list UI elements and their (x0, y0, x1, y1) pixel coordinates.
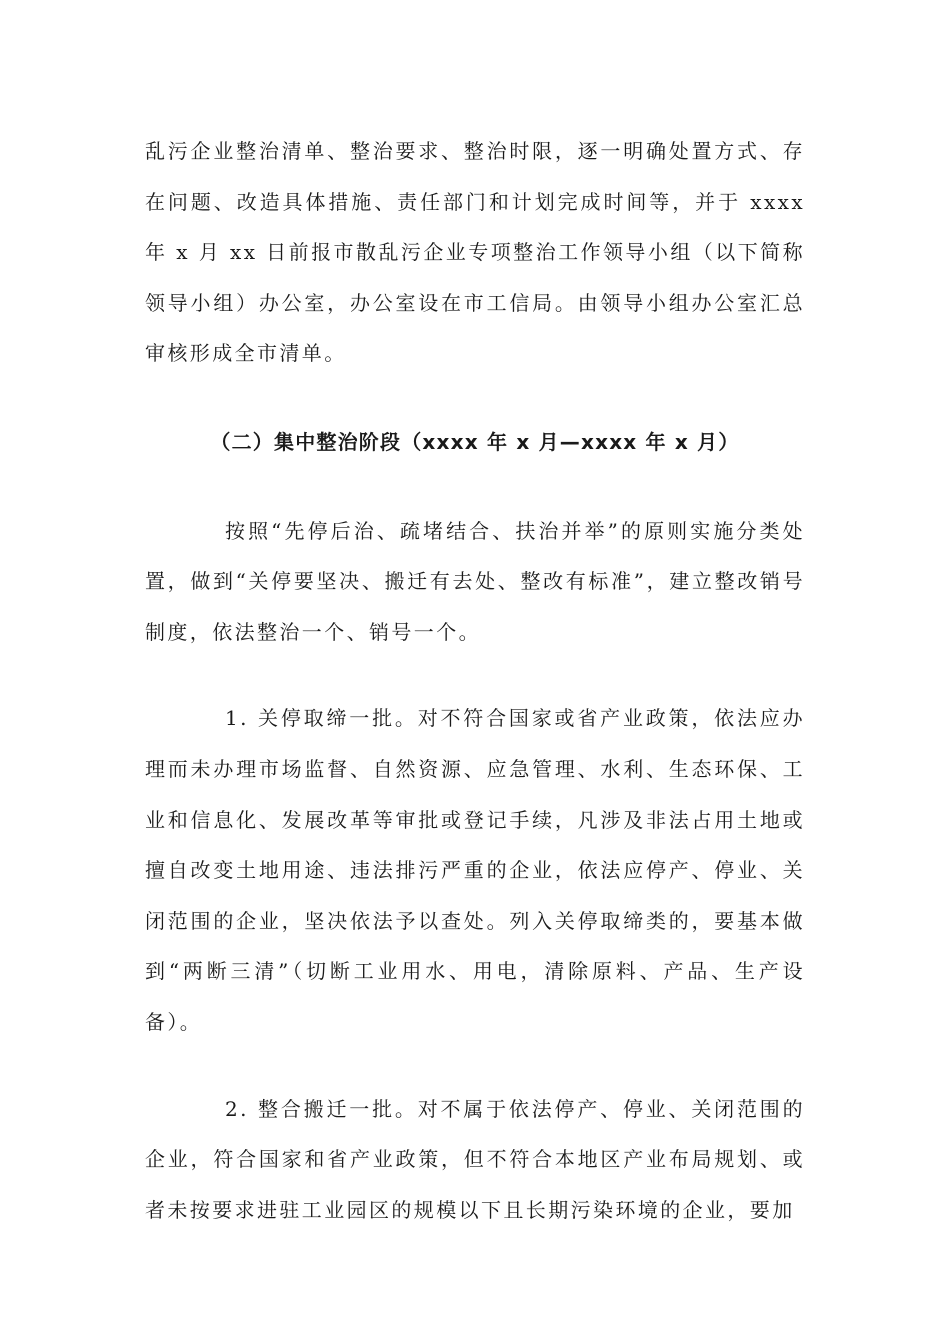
paragraph-principle: 按照“先停后治、疏堵结合、扶治并举”的原则实施分类处置，做到“关停要坚决、搬迁有去处、整改有标准”，建立整改销号制度，依法整治一个、销号一个。 (145, 518, 805, 644)
paragraph-item-1: 1. 关停取缔一批。对不符合国家或省产业政策，依法应办理而未办理市场监督、自然资源、应急管理、水利、生态环保、工业和信息化、发展改革等审批或登记手续，凡涉及非法占用土地或擅自改变土地用途、违法排污严重的企业，依法应停产、停业、关闭范围的企业，坚决依法予以查处。列入关停取缔类的，要基本做到“两断三清”（切断工业用水、用电，清除原料、产品、生产设备）。 (145, 706, 805, 1034)
spacer (145, 657, 805, 693)
paragraph-item-2: 2. 整合搬迁一批。对不属于依法停产、停业、关闭范围的企业，符合国家和省产业政策，但不符合本地区产业布局规划、或者未按要求进驻工业园区的规模以下且长期污染环境的企业，要加 (145, 1096, 805, 1222)
paragraph-intro: 乱污企业整治清单、整治要求、整治时限，逐一明确处置方式、存在问题、改造具体措施、责任部门和计划完成时间等，并于 xxxx 年 x 月 xx 日前报市散乱污企业专项整治工作领导小组（以下简称领导小组）办公室，办公室设在市工信局。由领导小组办公室汇总审核形成全市清单。 (145, 139, 805, 366)
document-body (145, 126, 805, 1235)
spacer (145, 379, 805, 417)
spacer (145, 1048, 805, 1084)
section-heading: （二）集中整治阶段（xxxx 年 x 月—xxxx 年 x 月） (210, 429, 740, 454)
spacer (145, 468, 805, 506)
